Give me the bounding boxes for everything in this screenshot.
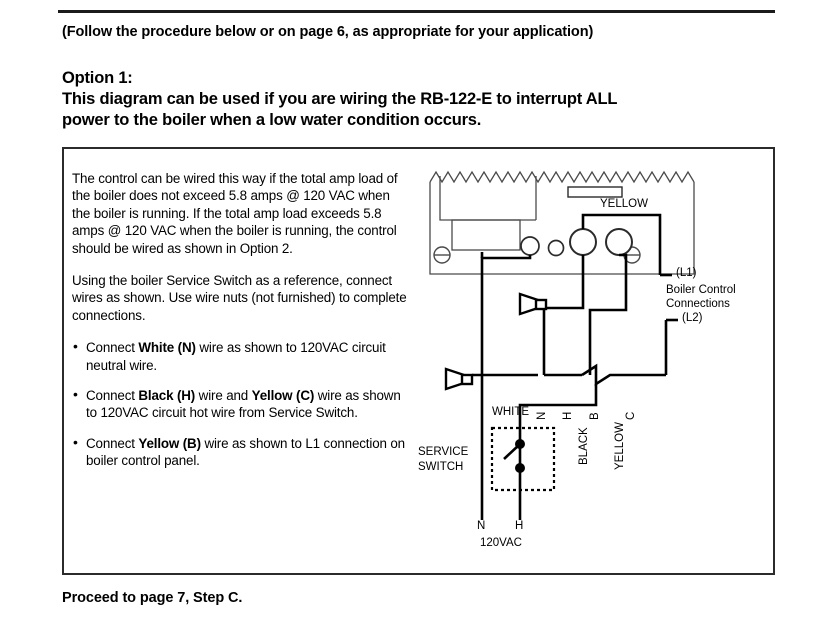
housing-torn-top-edge [430, 172, 694, 182]
option-heading-block [62, 68, 762, 131]
label-supply-h: H [515, 520, 524, 532]
wire-crossover-hop [582, 366, 666, 384]
intro-note: (Follow the procedure below or on page 6, as appropriate for your application) [62, 24, 594, 40]
label-terminal-b: B [589, 412, 601, 420]
label-wire-yellow-top: YELLOW [600, 198, 648, 210]
option-description-line-1: This diagram can be used if you are wiring the RB-122-E to interrupt ALL [62, 90, 618, 108]
terminal-n [521, 237, 539, 255]
label-wire-black: BLACK [578, 427, 590, 465]
label-wire-yellow-c: YELLOW [614, 422, 626, 470]
wiring-diagram [420, 160, 770, 560]
label-boiler-control-line-1: Boiler Control [666, 284, 736, 296]
bullet-text-pre: Connect [86, 340, 139, 356]
switch-blade [504, 445, 519, 459]
label-l2: (L2) [682, 312, 703, 324]
list-item [72, 435, 407, 470]
instruction-column [72, 170, 407, 483]
label-service-switch-line-2: SWITCH [418, 461, 464, 473]
terminal-c [606, 229, 632, 255]
wire-nut-upper [520, 294, 546, 314]
control-housing [430, 172, 694, 274]
housing-outline [430, 182, 694, 274]
bullet-bold-term-2: Yellow (C) [251, 388, 315, 404]
label-terminal-n: N [536, 411, 548, 420]
footer-note: Proceed to page 7, Step C. [62, 590, 243, 606]
bullet-bold-term: White (N) [138, 340, 196, 356]
top-rule-divider [58, 10, 775, 13]
service-switch-enclosure [492, 428, 554, 490]
mounting-screw-left [434, 247, 450, 263]
wire-nut-lower [446, 369, 472, 389]
wiring-diagram-svg [420, 160, 770, 560]
wire-white [482, 255, 530, 375]
housing-inner-panel-edge [440, 176, 536, 220]
bullet-text-mid: wire as shown to L1 connection on boiler control panel. [86, 435, 405, 469]
terminal-h [549, 241, 564, 256]
list-item [72, 387, 407, 422]
label-supply-n: N [477, 520, 486, 532]
label-boiler-control-line-2: Connections [666, 298, 730, 310]
label-terminal-c: C [625, 411, 637, 420]
label-white: WHITE [492, 406, 530, 418]
label-service-switch-line-1: SERVICE [418, 446, 469, 458]
list-item [72, 339, 407, 374]
bullet-text-mid: wire and [195, 388, 252, 404]
label-supply-voltage: 120VAC [480, 537, 522, 549]
bullet-text-pre: Connect [86, 435, 139, 451]
instruction-paragraph-1: The control can be wired this way if the total amp load of the boiler does not exceed 5.8 amps @ 120 VAC when the boiler is running. If the total amp load exceeds 5.8 amps @ 120 VAC when the boiler is running, the control should be wired as shown in Option 2. [72, 171, 398, 256]
switch-contact-lower [515, 463, 525, 473]
wire-yellow-c [590, 255, 626, 375]
instruction-paragraph-2: Using the boiler Service Switch as a reference, connect wires as shown. Use wire nuts (not furnished) to complete connections. [72, 273, 407, 323]
option-description-line-2: power to the boiler when a low water condition occurs. [62, 111, 482, 129]
instruction-bullet-list [72, 339, 407, 469]
bullet-text-pre: Connect [86, 388, 139, 404]
terminal-b [570, 229, 596, 255]
label-l1: (L1) [676, 267, 697, 279]
bullet-text-post: wire as shown to 120VAC circuit hot wire from Service Switch. [86, 388, 401, 421]
housing-nameplate [568, 187, 622, 197]
bullet-text-mid: wire as shown to 120VAC circuit neutral wire. [86, 340, 386, 373]
bullet-bold-term: Yellow (B) [138, 435, 201, 451]
option-heading: Option 1: [62, 69, 133, 87]
label-terminal-h: H [562, 411, 574, 420]
bullet-bold-term: Black (H) [138, 388, 196, 404]
housing-relay-block [452, 220, 520, 250]
